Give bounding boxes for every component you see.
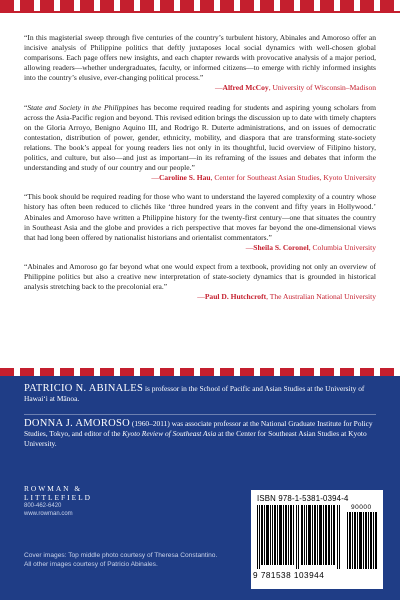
- review-attribution: —Sheila S. Coronel, Columbia University: [245, 242, 376, 252]
- barcode-digits: 9 781538 103944: [253, 571, 325, 580]
- reviewer-name: Paul D. Hutchcroft: [204, 292, 267, 302]
- author-bio-amoroso: [24, 419, 376, 449]
- publisher-name-line1: ROWMAN &: [24, 484, 83, 493]
- price-code: 90000: [351, 504, 372, 511]
- review-text: “This book should be required reading for those who want to understand the layered complexity of a country whose history has often been reduced to clichés like ‘three hundred years in the convent and fifty years in Hollywood.’ Abinales and Amoroso have written a Philippine history for the twenty-first century—one that situates the country in Southeast Asia and the globe and provides a rich perspective that moves far beyond the one-dimensional views that had long been offered by nationalist historians and orientalist commentators.”: [24, 192, 376, 242]
- review-coronel: [24, 192, 376, 253]
- review-attribution: —Caroline S. Hau, Center for Southeast Asian Studies, Kyoto University: [151, 173, 376, 183]
- review-mccoy: [24, 33, 376, 94]
- author-bio-text-end: at the Center for Southeast Asian Studies at Kyoto University.: [24, 429, 367, 448]
- top-decorative-stripe: [0, 0, 400, 13]
- publisher-website: www.rowman.com: [24, 511, 73, 517]
- book-title: State and Society in the Philippines: [27, 102, 139, 112]
- publisher-name-line2: LITTLEFIELD: [24, 493, 92, 502]
- reviewer-name: Caroline S. Hau: [158, 173, 211, 183]
- cover-image-credit: Cover images: Top middle photo courtesy of Theresa Constantino. All other images courtesy of Patricio Abinales.: [24, 552, 218, 568]
- journal-title: Kyoto Review of Southeast Asia: [122, 429, 217, 438]
- reviewer-affiliation: Columbia University: [312, 242, 376, 252]
- author-bio-abinales: [24, 384, 376, 404]
- author-bio-text: is professor in the School of Pacific and Asian Studies at the University of Hawai‘i at Mānoa.: [24, 384, 365, 403]
- publisher-logo: [24, 484, 134, 518]
- reviewer-affiliation: The Australian National University: [269, 292, 376, 302]
- reviewer-name: Sheila S. Coronel: [253, 242, 309, 252]
- author-panel: [0, 376, 400, 600]
- barcode-addon-icon: [347, 512, 377, 569]
- author-name: PATRICIO N. ABINALES: [24, 383, 144, 394]
- bio-divider: [24, 414, 376, 415]
- reviewer-affiliation: Center for Southeast Asian Studies, Kyoto University: [214, 173, 376, 183]
- review-hutchcroft: [24, 262, 376, 302]
- review-hau: [24, 103, 376, 184]
- review-attribution: —Alfred McCoy, University of Wisconsin–Madison: [214, 83, 376, 93]
- author-bio-text: (1960–2011) was associate professor at the National Graduate Institute for Policy Studies, Tokyo, and editor of the: [24, 419, 373, 438]
- reviewer-affiliation: University of Wisconsin–Madison: [272, 83, 376, 93]
- barcode-icon: [257, 505, 341, 569]
- review-attribution: —Paul D. Hutchcroft, The Australian National University: [197, 292, 376, 302]
- review-body: has become required reading for students and aspiring young scholars from across the Asia-Pacific region and beyond. This revised edition brings the discussion up to date with timely chapters on the Gloria Arroyo, Benigno Aquino III, and Rodrigo R. Duterte administrations, and on issues of democratic contestation, distribution of power, gender, ethnicity, mobility, and diaspora that are transforming state-society relations. The book’s appeal for young readers lies not only in its thoughtful, lucid overview of Filipino history, politics, and culture, but also—and just as important—in its reframing of the issues and debates that inform the understanding and study of our country and our people.”: [24, 102, 376, 173]
- review-text: “In this magisterial sweep through five centuries of the country’s turbulent history, Abinales and Amoroso offer an incisive analysis of Philippine politics that deftly juxtaposes local social dynamics with well-chosen global comparisons. Each page offers new insights, and each chapter rewards with provocative analysis of a major period, allowing readers—whether undergraduates, faculty, or informed citizens—to emerge with richly informed insights into the country’s elusive, ever-changing political process.”: [24, 33, 376, 83]
- publisher-phone: 800-462-6420: [24, 503, 62, 509]
- middle-decorative-stripe: [0, 368, 400, 376]
- isbn-label: ISBN 978-1-5381-0394-4: [257, 494, 349, 503]
- reviewer-name: Alfred McCoy: [222, 83, 269, 93]
- isbn-barcode-box: [251, 490, 383, 589]
- reviews-section: [24, 33, 376, 311]
- review-text: “State and Society in the Philippines has become required reading for students and aspiring young scholars from across the Asia-Pacific region and beyond. This revised edition brings the discussion up to date with timely chapters on the Gloria Arroyo, Benigno Aquino III, and Rodrigo R. Duterte administrations, and on issues of democratic contestation, distribution of power, gender, ethnicity, mobility, and diaspora that are transforming state-society relations. The book’s appeal for young readers lies not only in its thoughtful, lucid overview of Filipino history, politics, and culture, but also—and just as important—in its reframing of the issues and debates that inform the understanding and study of our country and our people.”: [24, 102, 376, 173]
- review-text: “Abinales and Amoroso go far beyond what one would expect from a textbook, providing not only an overview of Philippine politics but also a creative new interpretation of state-society dynamics that is grounded in historical analysis stretching back to the precolonial era.”: [24, 261, 376, 292]
- author-name: DONNA J. AMOROSO: [24, 418, 131, 429]
